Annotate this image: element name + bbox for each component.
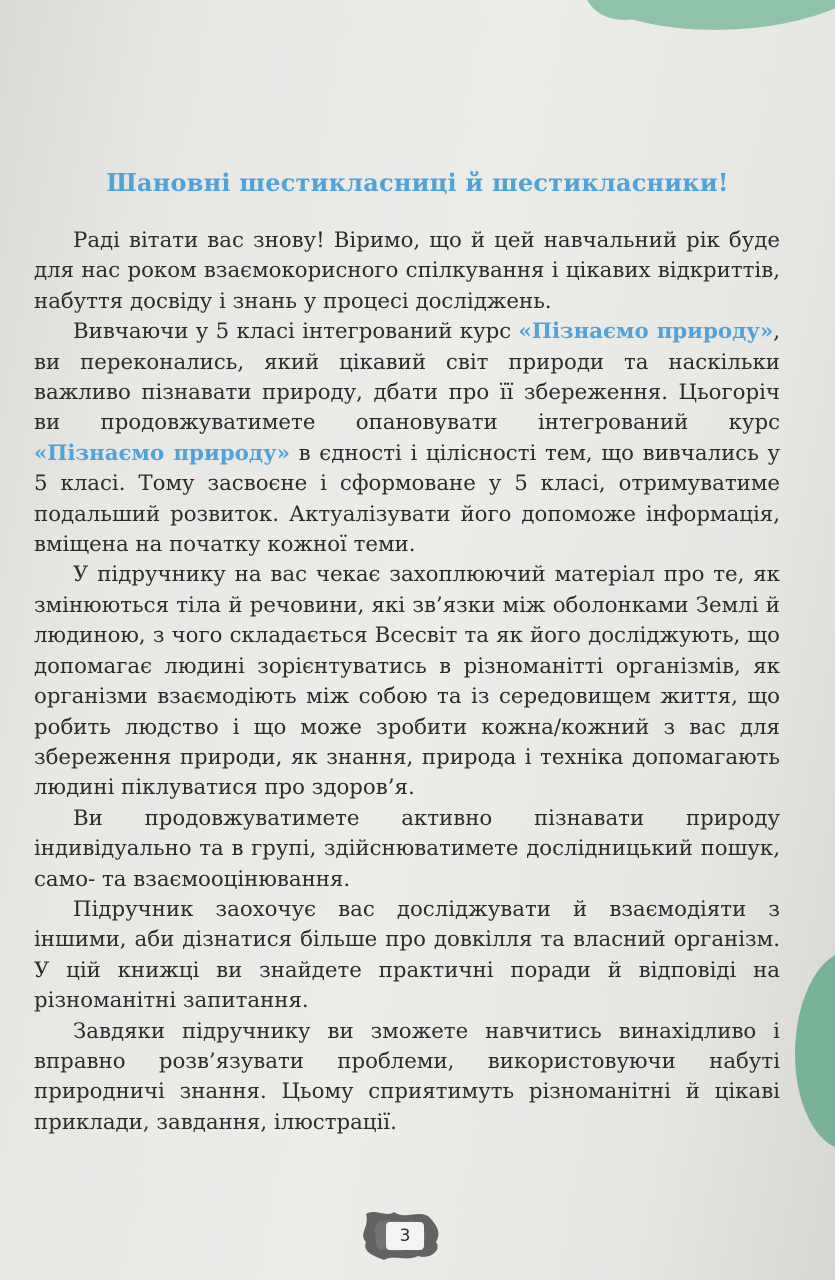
paragraph-text: Завдяки підручнику ви зможете навчитись винахідливо і вправно розв’язувати проблеми, використовуючи набуті природничі знання. Цьому сприятимуть різноманітні й цікаві приклади, завдання, ілюстрації. <box>34 1018 780 1135</box>
paragraph <box>34 226 780 317</box>
page-title: Шановні шестикласниці й шестикласники! <box>106 168 729 197</box>
paragraph <box>34 895 780 1017</box>
paragraph-text: У підручнику на вас чекає захоплюючий матеріал про те, як змінюються тіла й речовини, які зв’язки між оболонками Землі й людиною, з чого складається Всесвіт та як його досліджують, що допомагає людині зорієнтуватись в різноманітті організмів, як організми взаємодіють між собою та із середовищем життя, що робить людство і що може зробити кожна/кожний з вас для збереження природи, як знання, природа і техніка допомагають людині піклуватися про здоров’я. <box>34 562 780 801</box>
course-name-highlight: «Пізнаємо природу» <box>518 319 774 345</box>
paragraph-text: Підручник заохочує вас досліджувати й взаємодіяти з іншими, аби дізнатися більше про довкілля та власний організм. У цій книжці ви знайдете практичні поради й відповіді на різноманітні запитання. <box>34 896 780 1014</box>
course-name-highlight: «Пізнаємо природу» <box>34 440 290 466</box>
paragraph-text: Вивчаючи у 5 класі інтегрований курс <box>73 319 519 345</box>
body-text <box>34 226 780 1138</box>
decorative-shape-side <box>795 950 835 1150</box>
paragraph <box>34 560 780 803</box>
paragraph <box>34 1017 780 1139</box>
paragraph-text: Раді вітати вас знову! Віримо, що й цей навчальний рік буде для нас роком взаємокорисного спілкування і цікавих відкриттів, набуття досвіду і знань у процесі досліджень. <box>34 228 780 314</box>
page-number: 3 <box>386 1222 424 1250</box>
paragraph-text: Ви продовжуватимете активно пізнавати природу індивідуально та в групі, здійснюватимете дослідницький пошук, само- та взаємооцінювання. <box>34 805 780 892</box>
paragraph-text: в єдності і цілісності тем, що вивчались у 5 класі. Тому засвоєне і сформоване у 5 класі, отримуватиме подальший розвиток. Актуалізувати його допоможе інформація, вміщена на початку кожної теми. <box>34 440 780 558</box>
paragraph <box>34 317 780 560</box>
paragraph <box>34 804 780 895</box>
paragraph-text: , ви переконались, який цікавий світ природи та наскільки важливо пізнавати природу, дбати про її збереження. Цьогоріч ви продовжуватимете опановувати інтегрований курс <box>34 319 780 436</box>
